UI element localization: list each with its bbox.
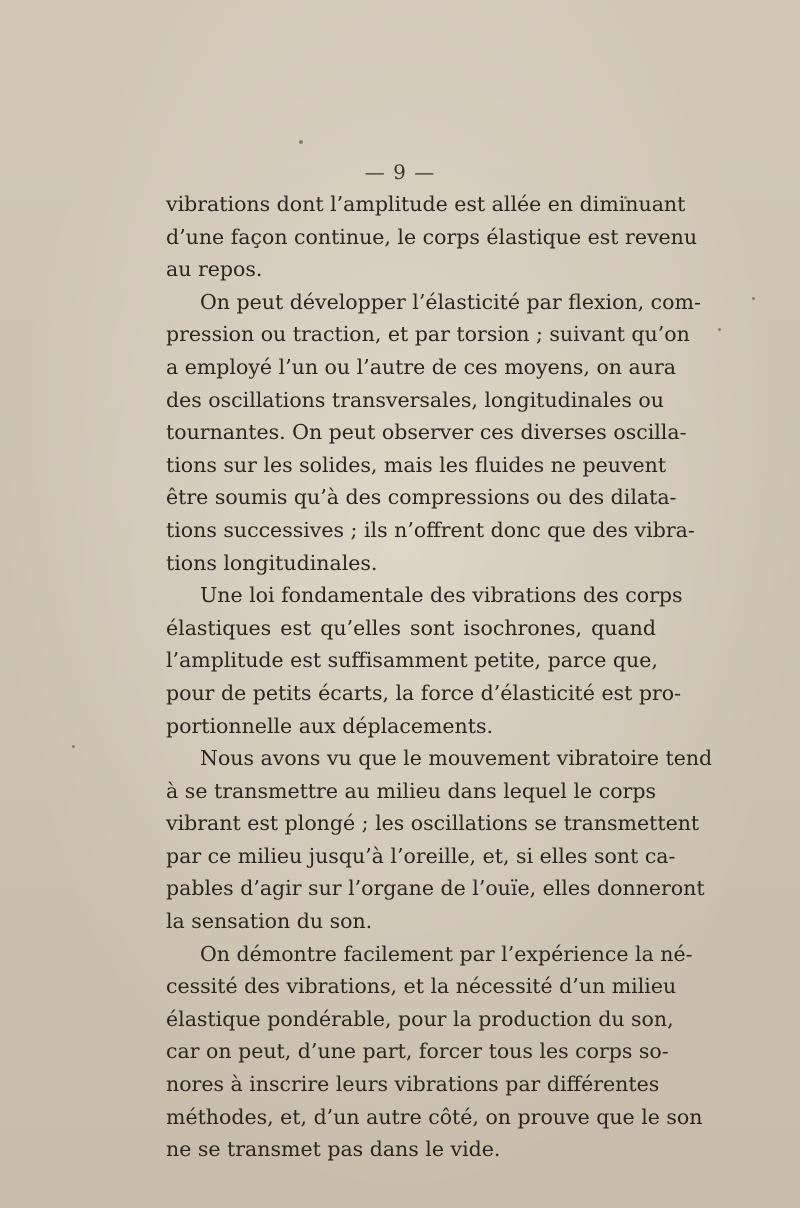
body-text: [166, 188, 713, 1166]
text-line: d’une façon continue, le corps élastique est revenu: [166, 224, 698, 249]
text-line: des oscillations transversales, longitudinales ou: [166, 387, 664, 412]
text-line: car on peut, d’une part, forcer tous les corps so-: [166, 1039, 669, 1064]
text-line: par ce milieu jusqu’à l’oreille, et, si elles sont ca-: [166, 843, 676, 868]
text-line: nores à inscrire leurs vibrations par différentes: [166, 1072, 660, 1097]
text-line: cessité des vibrations, et la nécessité d’un milieu: [166, 974, 677, 999]
text-line: portionnelle aux déplacements.: [166, 713, 494, 738]
text-line: élastique pondérable, pour la production du son,: [166, 1006, 674, 1031]
text-line: être soumis qu’à des compressions ou des dilata-: [166, 485, 677, 510]
text-line: vibrant est plongé ; les oscillations se transmettent: [166, 811, 700, 836]
ink-speck: [752, 297, 755, 300]
ink-speck: [299, 140, 303, 144]
text-line: élastiques est qu’elles sont isochrones, quand: [166, 615, 656, 640]
text-line: pables d’agir sur l’organe de l’ouïe, elles donneront: [166, 876, 705, 901]
text-line: au repos.: [166, 257, 263, 282]
ink-speck: [718, 328, 721, 331]
text-line: On démontre facilement par l’expérience la né-: [200, 941, 693, 966]
text-line: On peut développer l’élasticité par flexion, com-: [200, 289, 701, 314]
text-line: Nous avons vu que le mouvement vibratoire tend: [200, 746, 713, 771]
text-line: la sensation du son.: [166, 909, 373, 934]
text-line: tournantes. On peut observer ces diverses oscilla-: [166, 420, 687, 445]
text-line: Une loi fondamentale des vibrations des corps: [200, 583, 683, 608]
ink-speck: [72, 745, 75, 748]
text-line: méthodes, et, d’un autre côté, on prouve que le son: [166, 1104, 703, 1129]
text-line: ne se transmet pas dans le vide.: [166, 1137, 501, 1162]
text-line: pression ou traction, et par torsion ; suivant qu’on: [166, 322, 690, 347]
text-line: à se transmettre au milieu dans lequel le corps: [166, 778, 656, 803]
text-line: a employé l’un ou l’autre de ces moyens, on aura: [166, 354, 676, 379]
text-line: tions longitudinales.: [166, 550, 378, 575]
text-line: l’amplitude est suffisamment petite, parce que,: [166, 648, 658, 673]
page-number: — 9 —: [364, 160, 436, 184]
text-line: pour de petits écarts, la force d’élasticité est pro-: [166, 680, 682, 705]
text-line: tions successives ; ils n’offrent donc que des vibra-: [166, 517, 695, 542]
text-line: vibrations dont l’amplitude est allée en diminuant: [166, 192, 686, 216]
text-line: tions sur les solides, mais les fluides ne peuvent: [166, 452, 667, 477]
